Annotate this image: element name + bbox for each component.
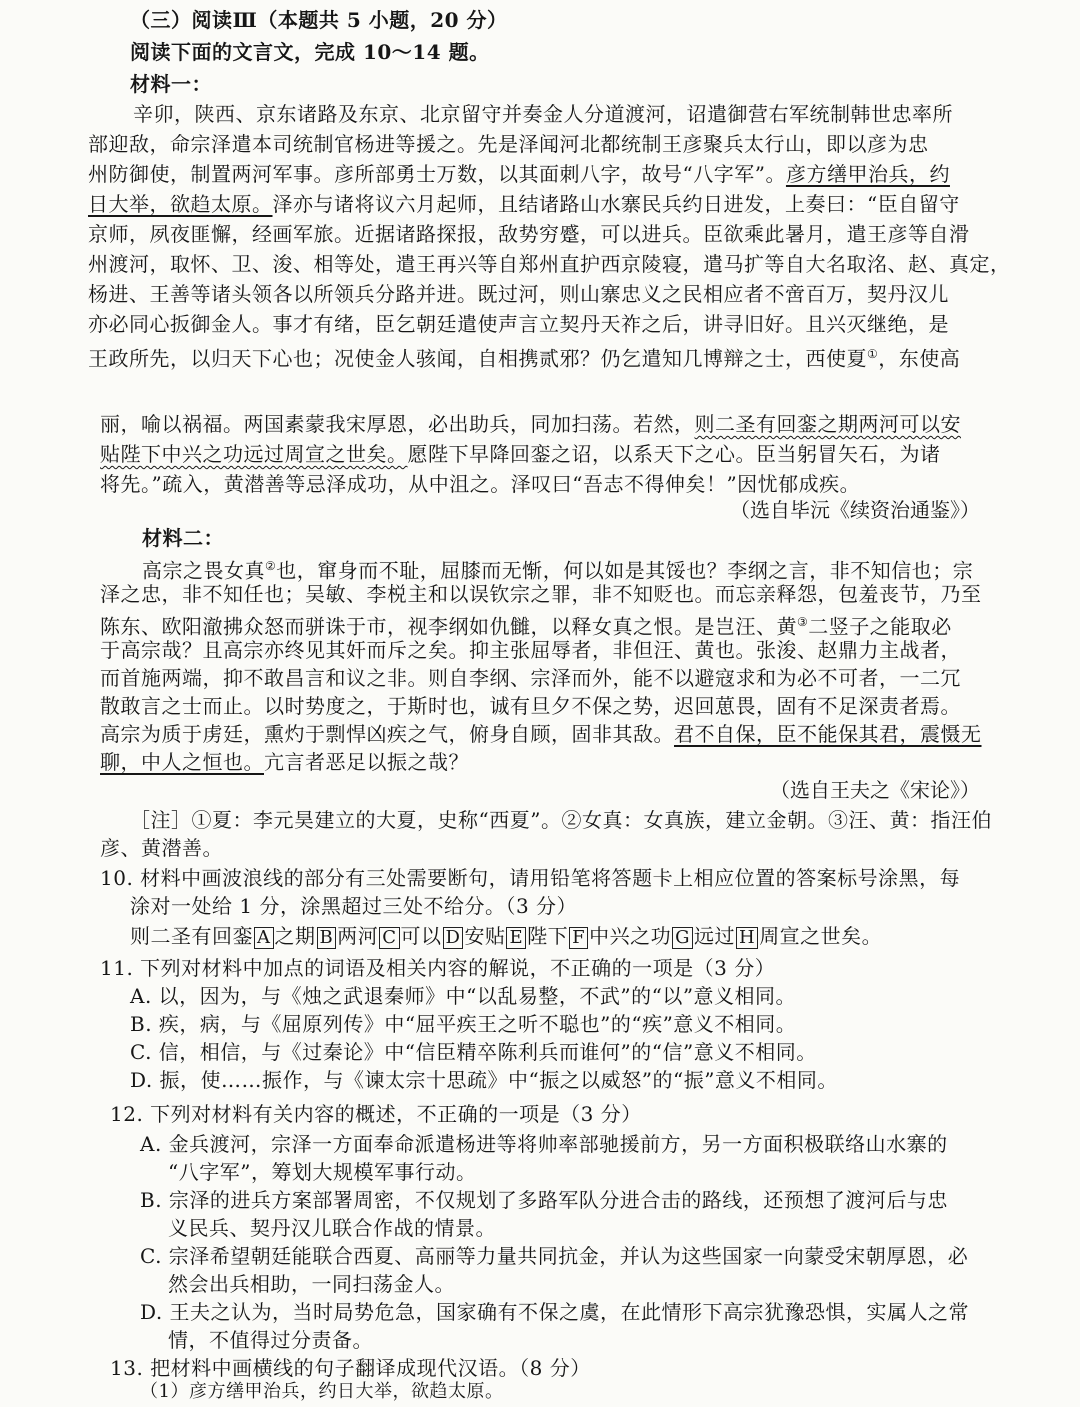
material2-line: 而首施两端，抑不敢昌言和议之非。则自李纲、宗泽而外，能不以避寇求和为必不可者，一二冗 — [100, 666, 961, 690]
section-heading: （三）阅读Ⅲ（本题共 5 小题，20 分） — [130, 8, 508, 32]
footnote-mark: ② — [265, 559, 277, 573]
footnotes: 彦、黄潜善。 — [100, 836, 223, 860]
material1-line: 亦必同心扳御金人。事才有绪，臣乞朝廷遣使声言立契丹天祚之后，讲寻旧好。且兴灭继绝，是 — [88, 312, 949, 336]
question-12-option-c[interactable]: 然会出兵相助，一同扫荡金人。 — [168, 1272, 455, 1296]
question-11-option-b[interactable]: B. 疾，病，与《屈原列传》中“屈平疾王之听不聪也”的“疾”意义不相同。 — [130, 1012, 797, 1036]
material2-line: 泽之忠，非不知任也；吴敏、李棁主和以误钦宗之罪，非不知贬也。而忘亲释怨，包羞丧节，乃至 — [100, 582, 982, 606]
question-12-option-c[interactable]: C. 宗泽希望朝廷能联合西夏、高丽等力量共同抗金，并认为这些国家一向蒙受宋朝厚恩，必 — [140, 1244, 969, 1268]
question-12-stem: 12. 下列对材料有关内容的概述，不正确的一项是（3 分） — [110, 1102, 642, 1126]
material1-line: 辛卯，陕西、京东诸路及东京、北京留守并奏金人分道渡河，诏遣御营右军统制韩世忠率所 — [133, 102, 953, 126]
answer-mark-d[interactable]: D — [443, 927, 464, 949]
question-12-option-a[interactable]: “八字军”，筹划大规模军事行动。 — [168, 1160, 477, 1184]
answer-mark-b[interactable]: B — [317, 927, 337, 949]
material2-line: 于高宗哉？且高宗亦终见其奸而斥之矣。抑主张屈辱者，非但汪、黄也。张浚、赵鼎力主战者， — [100, 638, 961, 662]
material1-line: 王政所先，以归天下心也；况使金人骇闻，自相携贰邪？仍乞遣知几博辩之士，西使夏①，东使高 — [88, 346, 961, 371]
footnote-mark: ③ — [797, 615, 809, 629]
material2-line: 高宗之畏女真②也，窜身而不耻，屈膝而无惭，何以如是其馁也？李纲之言，非不知信也；宗 — [142, 558, 974, 583]
question-13-stem: 13. 把材料中画横线的句子翻译成现代汉语。（8 分） — [110, 1356, 591, 1380]
material2-line: 高宗为质于虏廷，熏灼于剽悍凶疾之气，俯身自顾，固非其敌。君不自保，臣不能保其君，震慑无 — [100, 722, 982, 746]
instruction: 阅读下面的文言文，完成 10～14 题。 — [130, 40, 490, 64]
material1-line: 州防御使，制置两河军事。彦所部勇士万数，以其面刺八字，故号“八字军”。彦方缮甲治兵，约 — [88, 162, 950, 186]
material2-title: 材料二： — [142, 526, 224, 550]
answer-mark-h[interactable]: H — [736, 927, 758, 949]
material1-line: 部迎敌，命宗泽遣本司统制官杨进等援之。先是泽闻河北都统制王彦聚兵太行山，即以彦为忠 — [88, 132, 929, 156]
wavy-line-1: 则二圣有回銮之期两河可以安 — [694, 412, 961, 436]
answer-mark-f[interactable]: F — [569, 927, 588, 949]
material1-line: 州渡河，取怀、卫、浚、相等处，遣王再兴等自郑州直护西京陵寝，遣马扩等自大名取洺、赵、真定， — [88, 252, 1011, 276]
material1-line: 日大举，欲趋太原。泽亦与诸将议六月起师，且结诸路山水寨民兵约日进发，上奏曰：“臣自留守 — [88, 192, 960, 216]
question-10-stem: 涂对一处给 1 分，涂黑超过三处不给分。（3 分） — [130, 894, 578, 918]
material2-line: 聊，中人之恒也。亢言者恶足以振之哉？ — [100, 750, 469, 774]
underlined-sentence-2a: 君不自保，臣不能保其君，震慑无 — [674, 722, 982, 746]
material1-line: 杨进、王善等诸头领各以所领兵分路并进。既过河，则山寨忠义之民相应者不啻百万，契丹汉儿 — [88, 282, 949, 306]
question-10-segmented-sentence: 则二圣有回銮 A 之期 B 两河 C 可以 D 安贴 E 陛下 F 中兴之功 G 远过 H 周宣之世矣。 — [130, 924, 883, 948]
material1-line: 贴陛下中兴之功远过周宣之世矣。愿陛下早降回銮之诏，以系天下之心。臣当躬冒矢石，为诸 — [100, 442, 941, 466]
answer-mark-a[interactable]: A — [254, 927, 274, 949]
question-12-option-b[interactable]: 义民兵、契丹汉儿联合作战的情景。 — [168, 1216, 496, 1240]
underlined-sentence-2b: 聊，中人之恒也。 — [100, 750, 264, 774]
material2-line: 陈东、欧阳澈拂众怒而骈诛于市，视李纲如仇雠，以释女真之恨。是岂汪、黄③二竖子之能取必 — [100, 614, 952, 639]
question-12-option-d[interactable]: D. 王夫之认为，当时局势危急，国家确有不保之虞，在此情形下高宗犹豫恐惧，实属人之常 — [140, 1300, 970, 1324]
underlined-sentence-1b: 日大举，欲趋太原。 — [88, 192, 273, 216]
answer-mark-g[interactable]: G — [672, 927, 693, 949]
material1-title: 材料一： — [130, 72, 212, 96]
footnotes: ［注］①夏：李元昊建立的大夏，史称“西夏”。②女真：女真族，建立金朝。③汪、黄：指汪伯 — [130, 808, 992, 832]
answer-mark-c[interactable]: C — [379, 927, 399, 949]
material1-line: 丽，喻以祸福。两国素蒙我宋厚恩，必出助兵，同加扫荡。若然，则二圣有回銮之期两河可以安 — [100, 412, 961, 436]
material1-line: 京师，夙夜匪懈，经画军旅。近据诸路探报，敌势穷蹙，可以进兵。臣欲乘此暑月，遣王彦等自滑 — [88, 222, 970, 246]
answer-mark-e[interactable]: E — [506, 927, 526, 949]
question-11-option-d[interactable]: D. 振，使……振作，与《谏太宗十思疏》中“振之以威怒”的“振”意义不相同。 — [130, 1068, 838, 1092]
question-10-stem: 10. 材料中画波浪线的部分有三处需要断句，请用铅笔将答题卡上相应位置的答案标号涂黑，每 — [100, 866, 961, 890]
question-11-stem: 11. 下列对材料中加点的词语及相关内容的解说，不正确的一项是（3 分） — [100, 956, 776, 980]
question-12-option-a[interactable]: A. 金兵渡河，宗泽一方面奉命派遣杨进等将帅率部驰援前方，另一方面积极联络山水寨的 — [140, 1132, 948, 1156]
question-11-option-c[interactable]: C. 信，相信，与《过秦论》中“信臣精卒陈利兵而谁何”的“信”意义不相同。 — [130, 1040, 817, 1064]
underlined-sentence-1a: 彦方缮甲治兵，约 — [785, 162, 950, 186]
wavy-line-2: 贴陛下中兴之功远过周宣之世矣。 — [100, 442, 408, 466]
material1-source: （选自毕沅《续资治通鉴》） — [730, 498, 980, 522]
question-12-option-b[interactable]: B. 宗泽的进兵方案部署周密，不仅规划了多路军队分进合击的路线，还预想了渡河后与忠 — [140, 1188, 948, 1212]
material2-source: （选自王夫之《宋论》） — [770, 778, 980, 802]
question-13-sentence-1: （1）彦方缮甲治兵，约日大举，欲趋太原。 — [140, 1381, 504, 1402]
question-12-option-d[interactable]: 情，不值得过分责备。 — [168, 1328, 373, 1352]
material2-line: 散敢言之士而止。以时势度之，于斯时也，诚有旦夕不保之势，迟回葸畏，固有不足深责者焉。 — [100, 694, 961, 718]
question-11-option-a[interactable]: A. 以，因为，与《烛之武退秦师》中“以乱易整，不武”的“以”意义相同。 — [130, 984, 797, 1008]
material1-line: 将先。”疏入，黄潜善等忌泽成功，从中沮之。泽叹曰“吾志不得伸矣！”因忧郁成疾。 — [100, 472, 861, 496]
footnote-mark: ① — [867, 347, 879, 361]
